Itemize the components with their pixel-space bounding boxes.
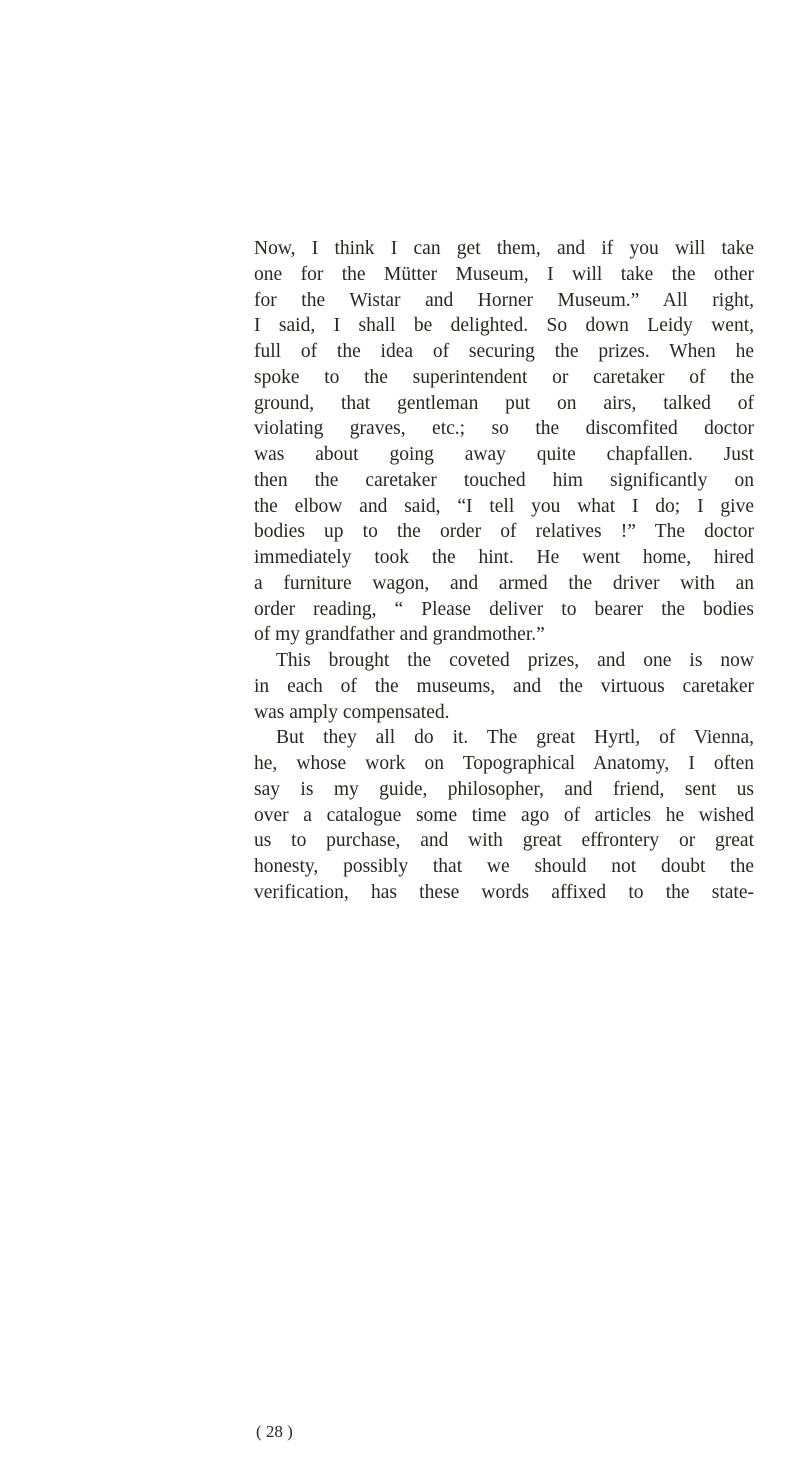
text-line: bodies up to the order of relatives !” The doctor <box>254 521 754 543</box>
text-line: say is my guide, philosopher, and friend, sent us <box>254 778 754 800</box>
text-line: order reading, “ Please deliver to bearer the bodies <box>254 598 754 620</box>
text-line: a furniture wagon, and armed the driver with an <box>254 572 754 594</box>
text-line: honesty, possibly that we should not doubt the <box>254 856 754 877</box>
text-line: in each of the museums, and the virtuous caretaker <box>254 675 754 697</box>
body-text <box>254 236 754 906</box>
paragraph-start-line: This brought the coveted prizes, and one is now <box>276 650 754 671</box>
paragraph-end-line: was amply compensated. <box>254 701 450 723</box>
paragraph-end-line: of my grandfather and grandmother.” <box>254 624 545 646</box>
text-line: he, whose work on Topographical Anatomy, I often <box>254 753 754 774</box>
text-line: us to purchase, and with great effrontery or great <box>254 830 754 852</box>
text-line: one for the Mütter Museum, I will take the other <box>254 263 754 285</box>
text-line: verification, has these words affixed to the state- <box>254 881 754 903</box>
page-number: ( 28 ) <box>256 1422 293 1441</box>
text-line: spoke to the superintendent or caretaker of the <box>254 366 754 388</box>
text-line: violating graves, etc.; so the discomfited doctor <box>254 418 754 440</box>
text-line: Now, I think I can get them, and if you will take <box>254 238 754 259</box>
text-line: the elbow and said, “I tell you what I do; I give <box>254 495 754 517</box>
text-line: then the caretaker touched him significantly on <box>254 469 754 491</box>
text-line: immediately took the hint. He went home, hired <box>254 547 754 568</box>
text-line: over a catalogue some time ago of articles he wished <box>254 804 754 826</box>
text-line: ground, that gentleman put on airs, talked of <box>254 392 754 414</box>
text-line: was about going away quite chapfallen. Just <box>254 444 754 465</box>
text-line: for the Wistar and Horner Museum.” All right, <box>254 289 754 311</box>
paragraph-start-line: But they all do it. The great Hyrtl, of Vienna, <box>276 727 754 749</box>
text-line: I said, I shall be delighted. So down Leidy went, <box>254 315 754 337</box>
text-line: full of the idea of securing the prizes. When he <box>254 341 754 362</box>
